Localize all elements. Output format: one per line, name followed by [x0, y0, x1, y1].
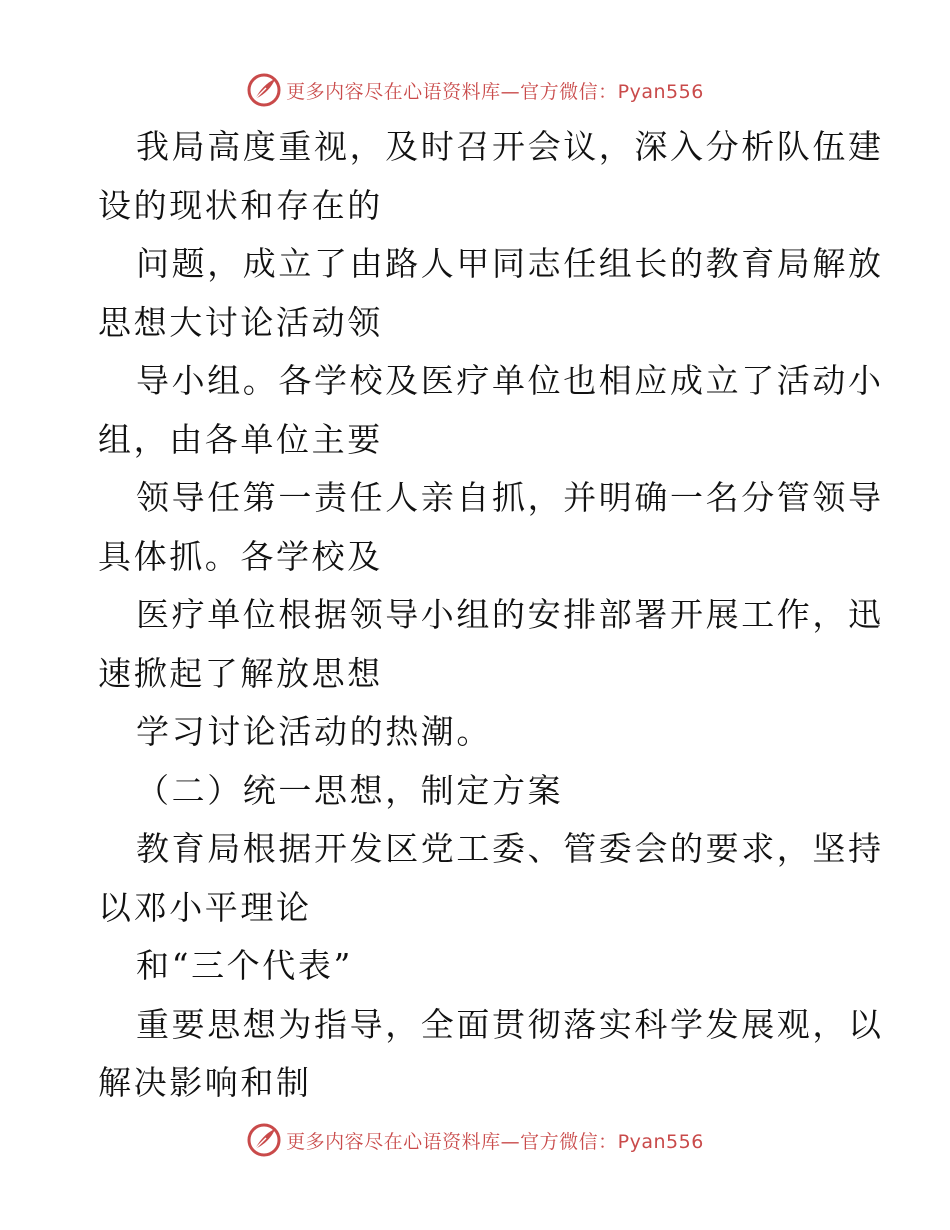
body-line: 思想大讨论活动领: [98, 302, 383, 342]
document-body: [98, 118, 884, 1113]
body-line: 和“三个代表”: [136, 946, 353, 985]
body-line: 学习讨论活动的热潮。: [136, 712, 492, 751]
body-line: 速掀起了解放思想: [98, 653, 383, 693]
footer-watermark-text: 更多内容尽在心语资料库—官方微信：Pyan556: [286, 1130, 704, 1153]
header-watermark-banner: [0, 70, 950, 110]
body-line: 重要思想为指导，全面贯彻落实科学发展观，以: [136, 1004, 884, 1044]
feather-pen-logo-icon: [246, 1122, 282, 1158]
body-line: 导小组。各学校及医疗单位也相应成立了活动小: [136, 361, 884, 400]
body-line: 以邓小平理论: [98, 887, 312, 927]
body-line: 设的现状和存在的: [98, 185, 383, 225]
body-line: 组，由各单位主要: [98, 419, 383, 459]
body-line: 教育局根据开发区党工委、管委会的要求，坚持: [136, 829, 884, 868]
body-line: 我局高度重视，及时召开会议，深入分析队伍建: [136, 127, 884, 166]
footer-watermark-banner: [0, 1120, 950, 1160]
body-line: 领导任第一责任人亲自抓，并明确一名分管领导: [136, 478, 884, 517]
section-heading: （二）统一思想，制定方案: [136, 770, 564, 810]
header-watermark-text: 更多内容尽在心语资料库—官方微信：Pyan556: [286, 80, 704, 103]
body-line: 医疗单位根据领导小组的安排部署开展工作，迅: [136, 595, 884, 634]
body-line: 解决影响和制: [98, 1063, 312, 1102]
body-line: 问题，成立了由路人甲同志任组长的教育局解放: [136, 244, 884, 283]
body-line: 具体抓。各学校及: [98, 536, 383, 576]
feather-pen-logo-icon: [246, 72, 282, 108]
